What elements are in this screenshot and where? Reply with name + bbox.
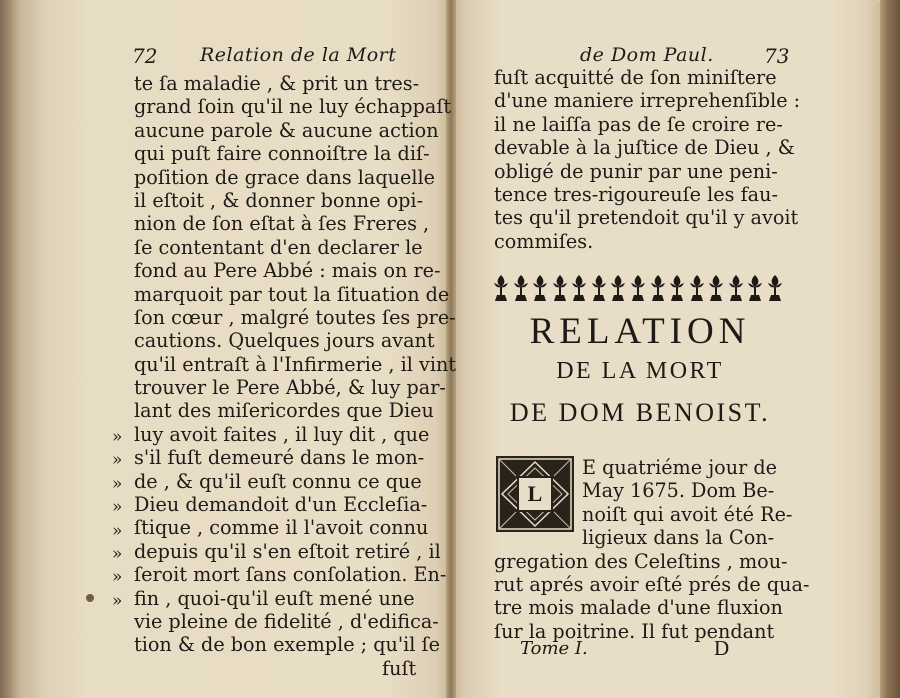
text-line: de , & qu'il euſt connu ce que [134,469,422,493]
text-line: ſeroit mort ſans conſolation. En- [134,563,447,587]
right-page-top-text [494,66,800,253]
signature-letter: D [714,636,730,660]
text-line: fuſt [382,656,417,680]
quote-mark: » [112,450,123,471]
text-line: ligieux dans la Con- [582,526,775,550]
text-line: rut aprés avoir eſté prés de qua- [494,572,810,596]
text-line: depuis qu'il s'en eſtoit retiré , il [134,539,441,563]
printers-ornament [492,272,784,304]
text-line: tence tres-rigoureuſe les fau- [494,182,778,206]
text-line: fuſt acquitté de ſon miniſtere [494,66,777,89]
decorated-initial [496,456,574,532]
quote-mark: » [112,473,123,494]
text-line: fin , quoi-qu'il euſt mené une [134,586,415,610]
left-page-number: 72 [132,44,158,68]
ink-blot [86,594,94,602]
text-line: noiſt qui avoit été Re- [582,502,793,526]
text-line: aucune parole & aucune action [134,118,439,142]
text-line: E quatriéme jour de [582,456,777,479]
left-running-head: Relation de la Mort [200,44,397,66]
fleuron-icon [590,273,608,303]
quote-mark: » [112,520,123,541]
text-line: tion & de bon exemple ; qu'il ſe [134,633,440,657]
fleuron-icon [609,273,627,303]
fleuron-icon [727,273,745,303]
signature-label: Tome I. [520,638,588,659]
fleuron-icon [746,273,764,303]
fleuron-icon [629,273,647,303]
marginal-quote-marks [112,426,122,613]
text-line: ſtique , comme il l'avoit connu [134,516,429,540]
text-line: Dieu demandoit d'un Eccleſia- [134,493,428,517]
quote-mark: » [112,543,123,564]
fleuron-icon [766,273,784,303]
text-line: nion de ſon eſtat à ſes Freres , [134,212,430,236]
text-line: lant des miſericordes que Dieu [134,399,434,423]
text-line: cautions. Quelques jours avant [134,329,435,353]
chapter-subtitle-name: DE DOM BENOIST. [509,398,771,427]
fleuron-icon [551,273,569,303]
right-page-indented-text [582,456,792,550]
fleuron-icon [492,273,510,303]
book-edge [880,0,900,698]
text-line: devable à la juſtice de Dieu , & [494,136,795,160]
text-line: trouver le Pere Abbé, & luy par- [134,376,446,400]
text-line: ſon cœur , malgré toutes ſes pre- [134,305,456,329]
text-line: tes qu'il pretendoit qu'il y avoit [494,206,799,230]
right-running-head: de Dom Paul. [580,44,714,66]
text-line: commiſes. [494,229,594,253]
text-line: qu'il entraſt à l'Infirmerie , il vint [134,352,457,376]
quote-mark: » [112,427,123,447]
right-page-body-text [494,550,809,644]
text-line: te ſa maladie , & prit un tres- [134,72,420,95]
fleuron-icon [707,273,725,303]
text-line: il eſtoit , & donner bonne opi- [134,188,424,212]
text-line: s'il fuſt demeuré dans le mon- [134,446,425,470]
text-line: grand ſoin qu'il ne luy échappaſt [134,95,452,119]
chapter-title: RELATION [529,311,751,352]
quote-mark: » [112,567,123,588]
fleuron-icon [668,273,686,303]
text-line: il ne laiſſa pas de ſe croire re- [494,112,783,136]
text-line: gregation des Celeſtins , mou- [494,549,788,573]
text-line: d'une maniere irreprehenſible : [494,89,801,113]
fleuron-icon [688,273,706,303]
text-line: ſur la poitrine. Il fut pendant [494,619,775,643]
text-line: luy avoit faites , il luy dit , que [134,422,430,446]
chapter-subtitle: DE LA MORT [556,358,724,384]
text-line: marquoit par tout la ſituation de [134,282,450,306]
fleuron-icon [512,273,530,303]
quote-mark: » [112,590,123,611]
text-line: tre mois malade d'une fluxion [494,596,783,620]
fleuron-icon [531,273,549,303]
fleuron-icon [570,273,588,303]
text-line: poſition de grace dans laquelle [134,165,435,189]
drop-cap-letter: L [517,476,553,512]
text-line: fond au Pere Abbé : mais on re- [134,259,441,283]
right-page-number: 73 [764,44,790,68]
text-line: qui puſt faire connoiſtre la diſ- [134,142,430,166]
quote-mark: » [112,497,123,518]
fleuron-icon [649,273,667,303]
text-line: obligé de punir par une peni- [494,159,778,183]
text-line: ſe contentant d'en declarer le [134,235,423,259]
text-line: May 1675. Dom Be- [582,479,775,503]
text-line: vie pleine de fidelité , d'edifica- [134,609,439,633]
left-page-text [134,72,456,680]
